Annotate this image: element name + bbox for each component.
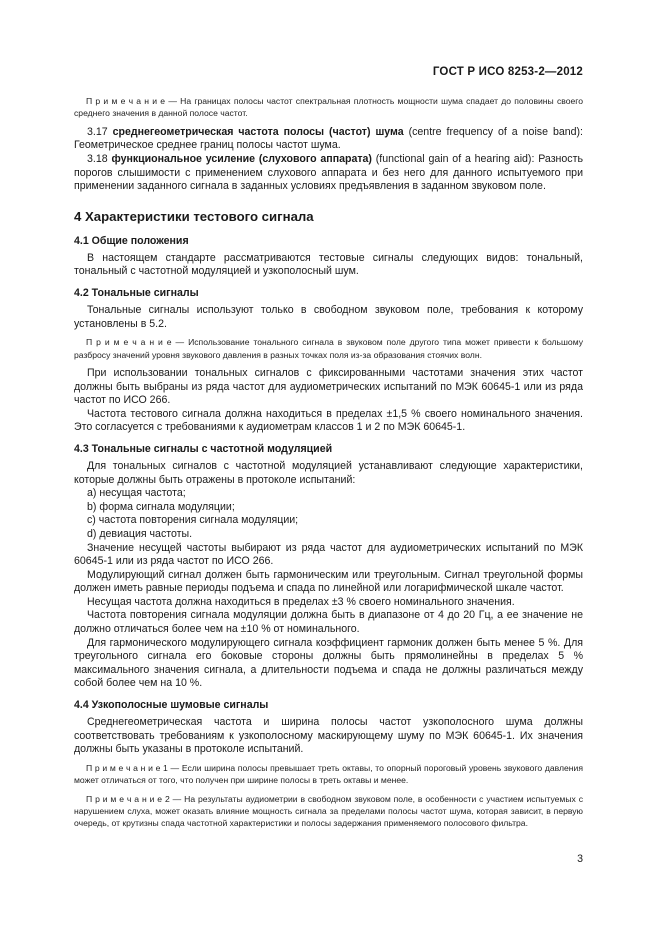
list-item: d) девиация частоты. <box>87 527 193 540</box>
term-3-18 <box>74 153 583 194</box>
term-definition: (centre frequency of a noise band): Геометрическое среднее границ полосы частот шума. <box>74 125 583 152</box>
note-text: — На границах полосы частот спектральная плотность мощности шума спадает до половины своего среднего значения в данной полосе частот. <box>74 96 584 119</box>
list-item: a) несущая частота; <box>87 487 186 500</box>
paragraph: Для гармонического модулирующего сигнала коэффициент гармоник должен быть менее 5 %. Для треугольного сигнала его боковые стороны должны быть прямолинейны в пределах 5 % максимального значения сигнала, а длительности подъема и спада не должны различаться между собой более чем на 10 %. <box>74 636 583 690</box>
note-standing-waves <box>74 336 583 361</box>
page-content <box>74 95 583 836</box>
term-number: 3.17 <box>87 125 108 138</box>
document-code-header: ГОСТ Р ИСО 8253-2—2012 <box>432 66 583 78</box>
paragraph: Значение несущей частоты выбирают из ряда частот для аудиометрических испытаний по МЭК 60645-1 или из ряда частот по ИСО 266. <box>74 541 583 568</box>
paragraph: При использовании тональных сигналов с фиксированными частотами значения этих частот должны быть выбраны из ряда частот для аудиометрических испытаний по МЭК 60645-1 или из ряда частот по ИСО 266. <box>74 366 583 407</box>
note-text: — Использование тонального сигнала в звуковом поле другого типа может привести к большому разбросу значений уровня звукового давления в разных точках поля из-за образования стоячих волн. <box>74 337 584 360</box>
term-definition: (functional gain of a hearing aid): Разность порогов слышимости с применением слухового аппарата и без него для данного испытуемого при применении заданного сигнала в заданных условиях предъявления в заданном звуковом поле. <box>74 153 583 193</box>
term-name: функциональное усиление (слухового аппарата) <box>111 153 372 165</box>
note-label: П р и м е ч а н и е <box>86 96 166 106</box>
term-3-17 <box>74 126 583 153</box>
paragraph: Частота повторения сигнала модуляции должна быть в диапазоне от 4 до 20 Гц, а ее значение не должно отличаться более чем на ±10 % от номинального. <box>74 609 583 636</box>
page-number: 3 <box>577 853 583 865</box>
paragraph: Несущая частота должна находиться в пределах ±3 % своего номинального значения. <box>87 595 515 608</box>
section-4-2-heading: 4.2 Тональные сигналы <box>74 286 199 299</box>
note-text: — На результаты аудиометрии в свободном звуковом поле, в особенности с участием испытуемых с нарушением слуха, может оказать влияние мощность сигнала за пределами полосы частот шума, которая зависит, в первую очередь, от крутизны спада частотной характеристики и полосы задержания применяемого полосового фильтра. <box>74 793 584 829</box>
list-item: b) форма сигнала модуляции; <box>87 500 235 513</box>
section-4-3-heading: 4.3 Тональные сигналы с частотной модуляцией <box>74 442 333 455</box>
paragraph: Среднегеометрическая частота и ширина полосы частот узкополосного шума должны соответствовать требованиям к узкополосному маскирующему шуму по МЭК 60645-1. Их значения должны быть указаны в протоколе испытаний. <box>74 716 583 756</box>
term-number: 3.18 <box>87 153 108 165</box>
note-2-out-of-band <box>74 793 583 830</box>
paragraph: Для тональных сигналов с частотной модуляцией устанавливают следующие характеристики, которые должны быть отражены в протоколе испытаний: <box>74 459 583 486</box>
term-name: среднегеометрическая частота полосы (частот) шума <box>112 125 404 138</box>
paragraph: В настоящем стандарте рассматриваются тестовые сигналы следующих видов: тональный, тональный с частотной модуляцией и узкополосный шум. <box>74 251 583 278</box>
section-4-1-heading: 4.1 Общие положения <box>74 234 189 247</box>
note-text: — Если ширина полосы превышает треть октавы, то опорный пороговый уровень звукового давления может отличаться от того, что получен при ширине полосы в треть октавы и менее. <box>74 762 583 786</box>
section-4-4-heading: 4.4 Узкополосные шумовые сигналы <box>74 699 269 712</box>
list-item: c) частота повторения сигнала модуляции; <box>87 514 299 527</box>
note-label: П р и м е ч а н и е 2 <box>86 793 170 804</box>
note-1-bandwidth <box>74 762 583 787</box>
paragraph: Модулирующий сигнал должен быть гармоническим или треугольным. Сигнал треугольной формы должен иметь равные периоды подъема и спада по линейной или логарифмической шкале частот. <box>74 568 583 595</box>
note-label: П р и м е ч а н и е 1 <box>86 762 168 773</box>
section-4-heading: 4 Характеристики тестового сигнала <box>74 208 314 224</box>
note-band-edges <box>74 95 583 120</box>
paragraph: Частота тестового сигнала должна находиться в пределах ±1,5 % своего номинального значения. Это согласуется с требованиями к аудиометрам классов 1 и 2 по МЭК 60645-1. <box>74 407 583 434</box>
note-label: П р и м е ч а н и е <box>86 337 172 348</box>
paragraph: Тональные сигналы используют только в свободном звуковом поле, требования к которому установлены в 5.2. <box>74 303 583 330</box>
